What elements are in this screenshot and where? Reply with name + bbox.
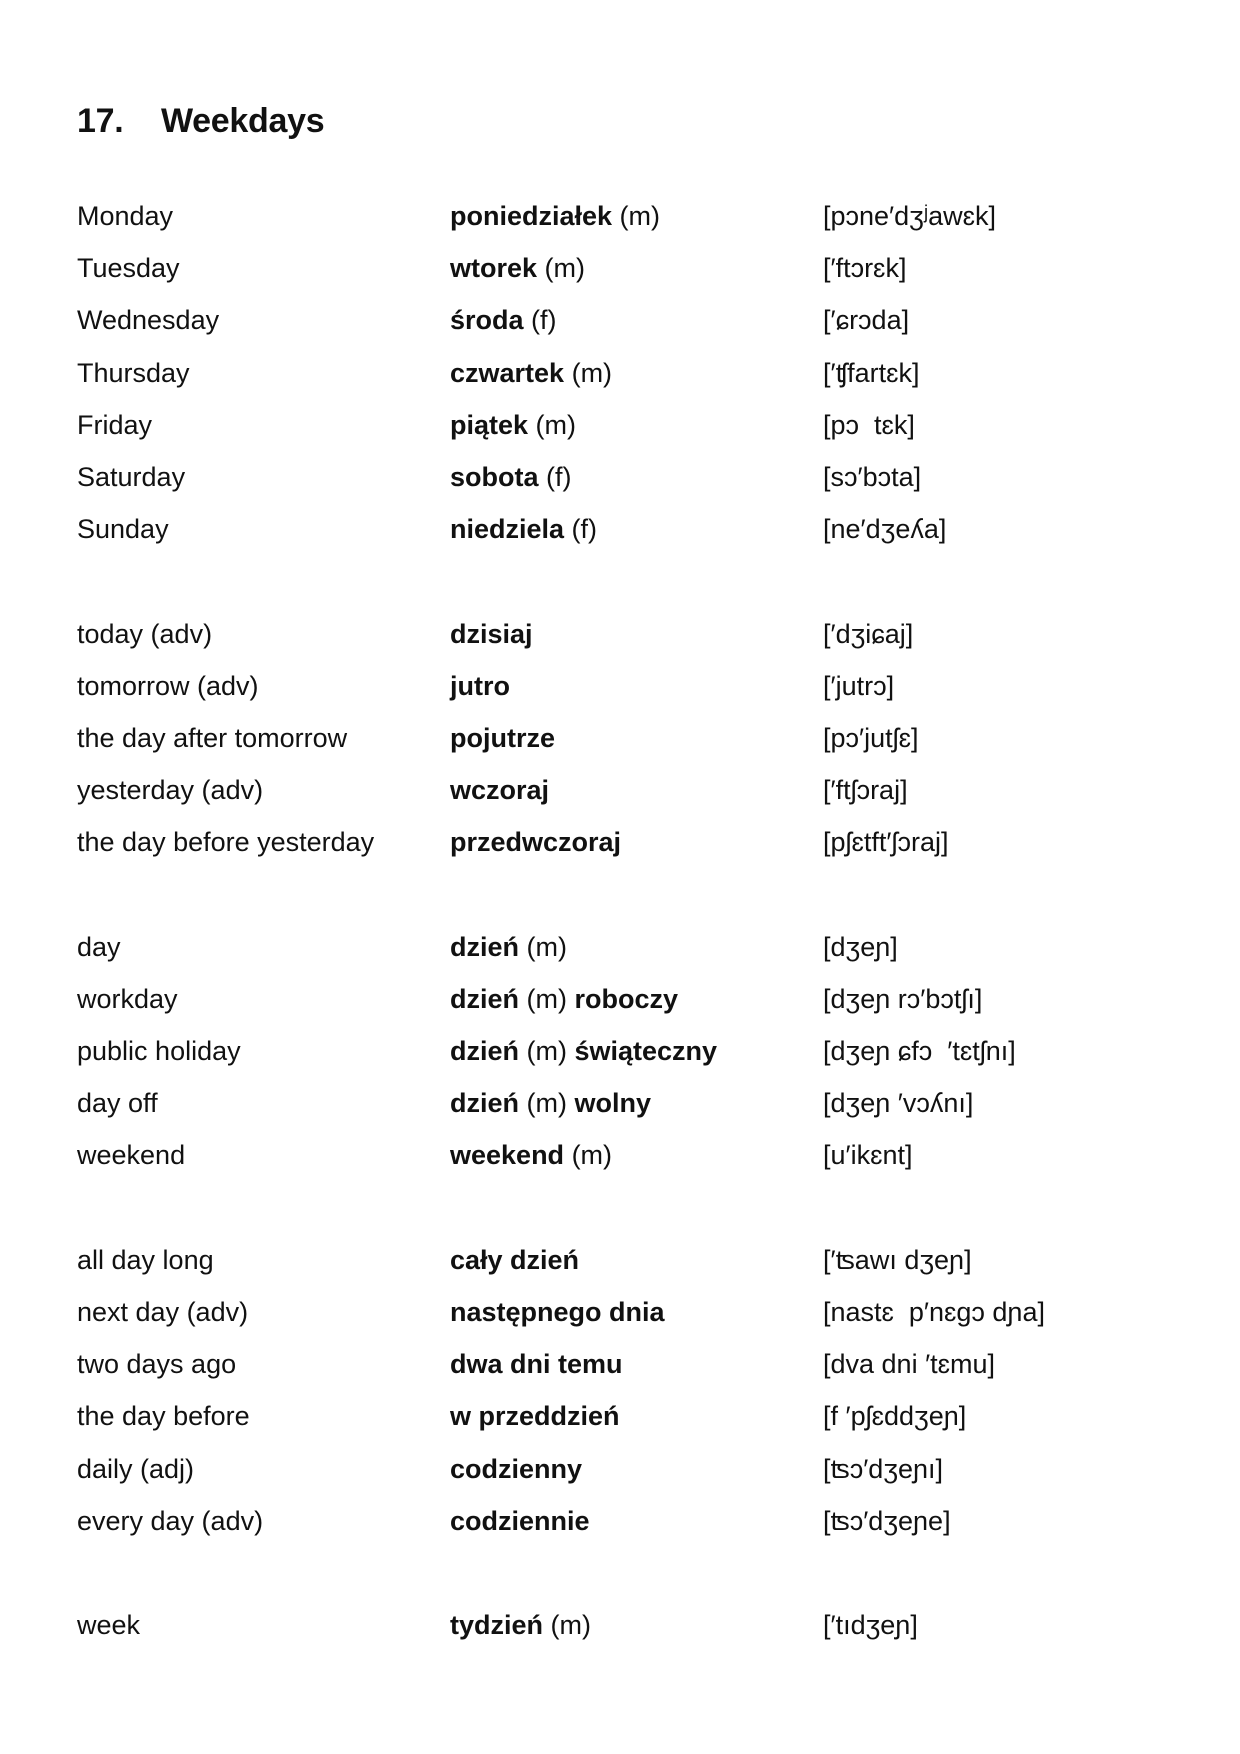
pronunciation: [′ftɔrɛk]	[823, 253, 907, 284]
english-term: Thursday	[77, 357, 190, 388]
english-term: yesterday (adv)	[77, 775, 264, 806]
pronunciation: [′ʧfartɛk]	[823, 357, 920, 388]
polish-word: codzienny	[450, 1453, 583, 1484]
polish-term	[450, 399, 823, 451]
polish-term	[450, 816, 823, 868]
pronunciation: [sɔ′bɔta]	[823, 461, 922, 492]
english-term: Wednesday	[77, 305, 220, 336]
polish-word: dzień	[450, 1088, 520, 1119]
english-term: two days ago	[77, 1349, 237, 1380]
grammar-note: (m)	[519, 1088, 575, 1119]
polish-term	[450, 1495, 823, 1547]
grammar-note: (m)	[564, 1140, 613, 1171]
vocab-group	[77, 921, 1217, 1182]
grammar-note: (m)	[564, 357, 613, 388]
english-term: Tuesday	[77, 253, 180, 284]
polish-term	[450, 1443, 823, 1495]
vocab-row	[77, 1129, 1217, 1181]
grammar-note: (m)	[519, 1036, 575, 1066]
english-term: public holiday	[77, 1036, 241, 1066]
english-term: Friday	[77, 409, 153, 440]
vocab-row	[77, 816, 1217, 868]
grammar-note: (f)	[538, 461, 572, 492]
vocab-group	[77, 1599, 1217, 1651]
pronunciation: [pɔ′jutʃɛ]	[823, 722, 919, 753]
polish-word: piątek	[450, 409, 529, 440]
vocab-row	[77, 921, 1217, 973]
grammar-note: (f)	[564, 514, 598, 545]
vocab-row	[77, 608, 1217, 660]
polish-term	[450, 660, 823, 712]
english-term: day off	[77, 1088, 158, 1119]
pronunciation: [pɔ tɛk]	[823, 409, 915, 440]
english-term: weekend	[77, 1140, 186, 1171]
polish-word: niedziela	[450, 514, 565, 545]
polish-term	[450, 608, 823, 660]
polish-word: w przeddzień	[450, 1401, 620, 1432]
polish-word: wtorek	[450, 253, 538, 284]
vocab-group	[77, 1234, 1217, 1547]
polish-term	[450, 1025, 823, 1077]
english-term: every day (adv)	[77, 1505, 264, 1536]
vocab-group	[77, 608, 1217, 869]
english-term: today (adv)	[77, 618, 213, 649]
vocab-row	[77, 294, 1217, 346]
pronunciation: [′tıdʒeɲ]	[823, 1610, 918, 1641]
polish-term	[450, 503, 823, 555]
polish-word: świąteczny	[574, 1036, 718, 1066]
polish-term	[450, 712, 823, 764]
polish-word: czwartek	[450, 357, 565, 388]
pronunciation: [dva dni ′tɛmu]	[823, 1349, 996, 1380]
vocab-row	[77, 1599, 1217, 1651]
vocab-row	[77, 1077, 1217, 1129]
polish-term	[450, 294, 823, 346]
grammar-note: (m)	[543, 1610, 591, 1641]
polish-word: pojutrze	[450, 722, 555, 753]
polish-word: wolny	[574, 1088, 652, 1119]
english-term: the day before yesterday	[77, 827, 375, 858]
polish-term	[450, 242, 823, 294]
english-term: the day before	[77, 1401, 250, 1432]
english-term: Saturday	[77, 461, 186, 492]
grammar-note: (m)	[528, 409, 577, 440]
vocab-row	[77, 712, 1217, 764]
polish-word: jutro	[450, 670, 510, 701]
pronunciation: [u′ikɛnt]	[823, 1140, 913, 1171]
vocab-row	[77, 503, 1217, 555]
english-term: Monday	[77, 201, 174, 231]
pronunciation: [dʒeɲ ɕfɔ ′tɛtʃnı]	[823, 1036, 1016, 1066]
english-term: day	[77, 931, 121, 962]
vocab-row	[77, 1338, 1217, 1390]
grammar-note: (f)	[523, 305, 557, 336]
vocab-row	[77, 764, 1217, 816]
polish-term	[450, 921, 823, 973]
polish-term	[450, 973, 823, 1025]
vocab-row	[77, 1390, 1217, 1442]
pronunciation: [′ʦawı dʒeɲ]	[823, 1244, 972, 1275]
grammar-note: (m)	[519, 983, 575, 1014]
polish-word: dzień	[450, 983, 520, 1014]
vocab-row	[77, 1286, 1217, 1338]
english-term: workday	[77, 983, 178, 1014]
polish-word: tydzień	[450, 1610, 544, 1641]
pronunciation: [ne′dʒeʎa]	[823, 514, 947, 545]
vocab-row	[77, 660, 1217, 712]
english-term: all day long	[77, 1244, 214, 1275]
polish-word: cały dzień	[450, 1244, 580, 1275]
pronunciation: [dʒeɲ rɔ′bɔtʃı]	[823, 983, 983, 1014]
grammar-note: (m)	[519, 931, 567, 962]
pronunciation: [′ɕrɔda]	[823, 305, 910, 336]
polish-term	[450, 764, 823, 816]
pronunciation: [dʒeɲ]	[823, 931, 898, 962]
section-number: 17.	[77, 102, 124, 140]
english-term: Sunday	[77, 514, 169, 545]
section-title: Weekdays	[161, 102, 325, 140]
polish-term	[450, 1286, 823, 1338]
english-term: the day after tomorrow	[77, 722, 348, 753]
english-term: next day (adv)	[77, 1296, 249, 1327]
polish-word: weekend	[450, 1140, 565, 1171]
polish-term	[450, 347, 823, 399]
grammar-note: (m)	[537, 253, 586, 284]
vocab-row	[77, 1234, 1217, 1286]
polish-word: roboczy	[574, 983, 679, 1014]
vocab-row	[77, 242, 1217, 294]
polish-word: codziennie	[450, 1505, 590, 1536]
polish-term	[450, 1599, 823, 1651]
polish-word: dzień	[450, 1036, 520, 1066]
polish-term	[450, 1234, 823, 1286]
english-term: tomorrow (adv)	[77, 670, 259, 701]
vocab-row	[77, 399, 1217, 451]
polish-term	[450, 1338, 823, 1390]
polish-term	[450, 451, 823, 503]
vocab-row	[77, 1443, 1217, 1495]
vocab-row	[77, 973, 1217, 1025]
pronunciation: [′ftʃɔraj]	[823, 775, 908, 806]
polish-term	[450, 1390, 823, 1442]
vocab-row	[77, 451, 1217, 503]
polish-term	[450, 190, 823, 242]
vocab-group	[77, 190, 1217, 555]
pronunciation: [pɔne′dʒʲawɛk]	[823, 201, 997, 231]
polish-word: wczoraj	[450, 775, 550, 806]
polish-term	[450, 1129, 823, 1181]
polish-word: przedwczoraj	[450, 827, 622, 858]
english-term: week	[77, 1610, 141, 1641]
pronunciation: [nastɛ p′nɛgɔ dɲa]	[823, 1296, 1045, 1327]
vocab-row	[77, 1495, 1217, 1547]
pronunciation: [′dʒiɕaj]	[823, 618, 914, 649]
polish-word: następnego dnia	[450, 1296, 665, 1327]
polish-term	[450, 1077, 823, 1129]
polish-word: sobota	[450, 461, 539, 492]
pronunciation: [′jutrɔ]	[823, 670, 895, 701]
vocab-row	[77, 190, 1217, 242]
pronunciation: [dʒeɲ ′vɔʎnı]	[823, 1088, 974, 1119]
vocab-row	[77, 1025, 1217, 1077]
polish-word: dzisiaj	[450, 618, 533, 649]
section-heading	[77, 102, 324, 140]
polish-word: poniedziałek	[450, 201, 613, 231]
polish-word: dwa dni temu	[450, 1349, 623, 1380]
pronunciation: [ʦɔ′dʒeɲı]	[823, 1453, 944, 1484]
pronunciation: [ʦɔ′dʒeɲe]	[823, 1505, 951, 1536]
grammar-note: (m)	[612, 201, 661, 231]
vocab-row	[77, 347, 1217, 399]
polish-word: środa	[450, 305, 524, 336]
polish-word: dzień	[450, 931, 520, 962]
vocabulary-list	[77, 190, 1217, 1651]
pronunciation: [pʃɛtft′ʃɔraj]	[823, 827, 949, 858]
english-term: daily (adj)	[77, 1453, 195, 1484]
pronunciation: [f ′pʃɛddʒeɲ]	[823, 1401, 967, 1432]
